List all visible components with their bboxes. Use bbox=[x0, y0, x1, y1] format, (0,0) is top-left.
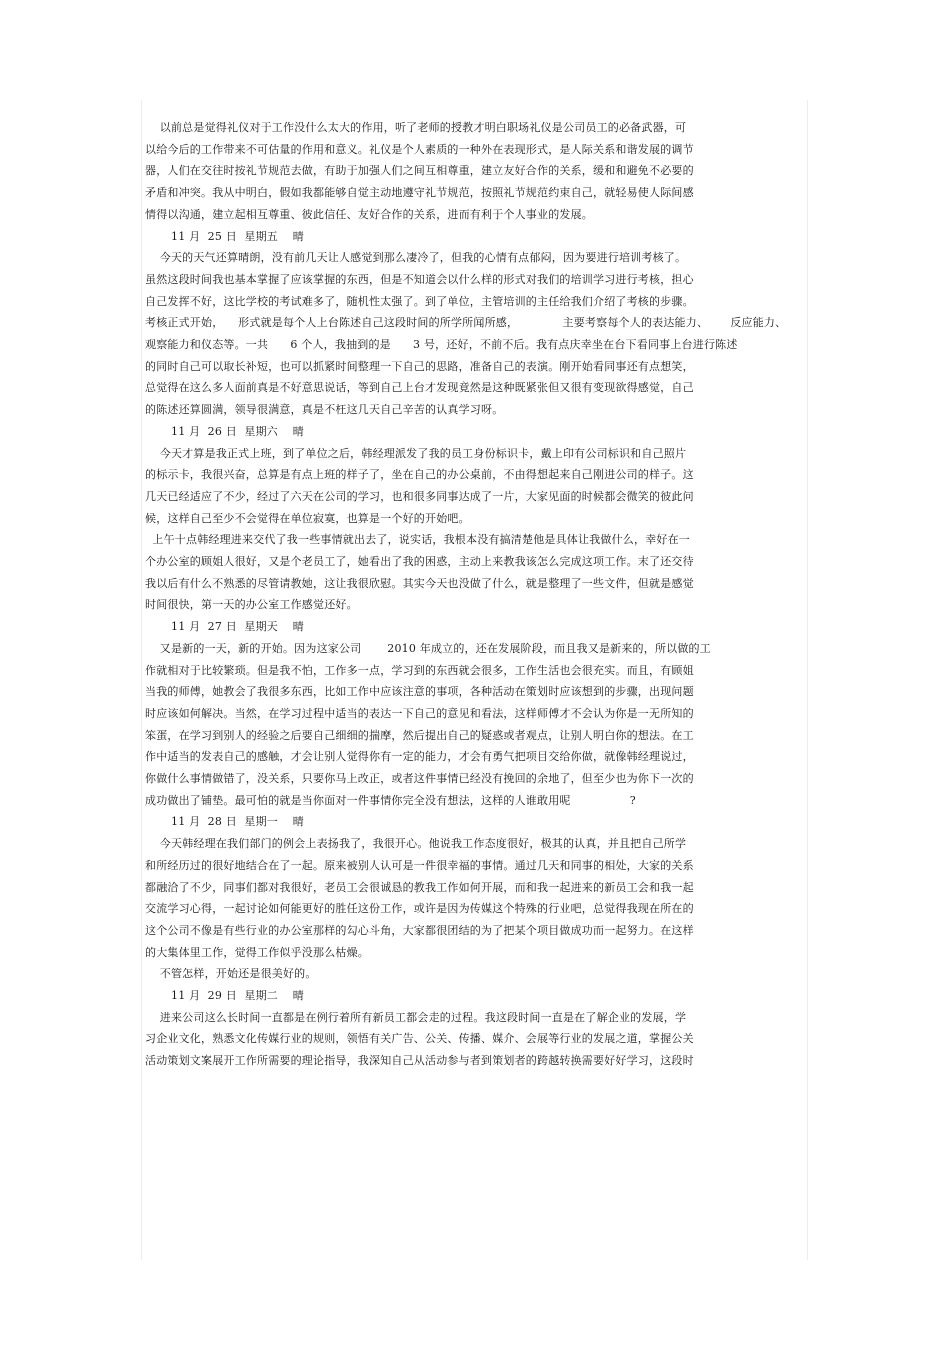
paragraph-line: 总觉得在这么多人面前真是不好意思说话，等到自己上台才发现竟然是这种既紧张但又很有变现欲得感觉，自己 bbox=[145, 381, 694, 395]
paragraph-line: 又是新的一天，新的开始。因为这家公司 2010 年成立的，还在发展阶段，而且我又是新来的，所以做的工 bbox=[145, 641, 711, 655]
paragraph-line: 和所经历过的很好地结合在了一起。原来被别人认可是一件很幸福的事情。通过几天和同事的相处，大家的关系 bbox=[145, 858, 694, 872]
paragraph-line: 器，人们在交往时按礼节规范去做，有助于加强人们之间互相尊重，建立友好合作的关系，缓和和避免不必要的 bbox=[145, 164, 694, 178]
paragraph-line: 以前总是觉得礼仪对于工作没什么太大的作用，听了老师的授教才明白职场礼仪是公司员工的必备武器，可 bbox=[145, 121, 687, 134]
paragraph-line: 交流学习心得，一起讨论如何能更好的胜任这份工作，或许是因为传媒这个特殊的行业吧，总觉得我现在所在的 bbox=[145, 902, 694, 916]
diary-date-heading: 11 月 29 日 星期二 晴 bbox=[171, 989, 304, 1002]
paragraph-line: 进来公司这么长时间一直都是在例行着所有新员工都会走的过程。我这段时间一直是在了解企业的发展，学 bbox=[145, 1010, 687, 1024]
paragraph-line: 今天韩经理在我们部门的例会上表扬我了，我很开心。他说我工作态度很好，极其的认真，并且把自己所学 bbox=[145, 837, 687, 851]
diary-date-heading: 11 月 28 日 星期一 晴 bbox=[171, 815, 304, 829]
paragraph-line: 你做什么事情做错了，没关系，只要你马上改正，或者这件事情已经没有挽回的余地了，但至少也为你下一次的 bbox=[145, 772, 694, 785]
paragraph-line: 虽然这段时间我也基本掌握了应该掌握的东西，但是不知道会以什么样的形式对我们的培训学习进行考核，担心 bbox=[145, 272, 694, 286]
paragraph-line: 我以后有什么不熟悉的尽管请教她，这让我很欣慰。其实今天也没做了什么，就是整理了一些文件，但就是感觉 bbox=[145, 576, 694, 590]
paragraph-line: 今天才算是我正式上班，到了单位之后，韩经理派发了我的员工身份标识卡，戴上印有公司标识和自己照片 bbox=[145, 446, 687, 460]
paragraph-line: 几天已经适应了不少，经过了六天在公司的学习，也和很多同事达成了一片，大家见面的时候都会微笑的彼此问 bbox=[145, 489, 694, 503]
paragraph-line: 的同时自己可以取长补短，也可以抓紧时间整理一下自己的思路，准备自己的表演。刚开始看同事还有点想笑， bbox=[145, 359, 694, 373]
paragraph-line: 候，这样自己至少不会觉得在单位寂寞，也算是一个好的开始吧。 bbox=[145, 511, 470, 525]
paragraph-line: 个办公室的顾姐人很好，又是个老员工了，她看出了我的困惑，主动上来教我该怎么完成这项工作。末了还交待 bbox=[145, 555, 694, 568]
paragraph-line: 的陈述还算圆满，领导很满意，真是不枉这几天自己辛苦的认真学习呀。 bbox=[145, 403, 504, 417]
paragraph-line: 不管怎样，开始还是很美好的。 bbox=[145, 967, 317, 981]
diary-date-heading: 11 月 25 日 星期五 晴 bbox=[171, 229, 304, 243]
paragraph-line: 矛盾和冲突。我从中明白，假如我都能够自觉主动地遵守礼节规范，按照礼节规范约束自己，就轻易使人际间感 bbox=[145, 186, 694, 200]
paragraph-line: 情得以沟通，建立起相互尊重、彼此信任、友好合作的关系，进而有利于个人事业的发展。 bbox=[145, 207, 593, 221]
paragraph-line: 笨蛋，在学习到别人的经验之后要自己细细的揣摩，然后提出自己的疑惑或者观点，让别人明白你的想法。在工 bbox=[145, 728, 694, 742]
paragraph-line: 考核正式开始， 形式就是每个人上台陈述自己这段时间的所学所闻所感， 主要考察每个人的表达能力、 反应能力、 bbox=[145, 316, 787, 330]
paragraph-line: 的标示卡，我很兴奋，总算是有点上班的样子了，坐在自己的办公桌前，不由得想起来自己刚进公司的样子。这 bbox=[145, 468, 694, 482]
paragraph-line: 的大集体里工作，觉得工作似乎没那么枯燥。 bbox=[145, 945, 369, 959]
paragraph-line: 时应该如何解决。当然，在学习过程中适当的表达一下自己的意见和看法，这样师傅才不会认为你是一无所知的 bbox=[145, 706, 694, 720]
paragraph-line: 活动策划文案展开工作所需要的理论指导，我深知自己从活动参与者到策划者的跨越转换需要好好学习，这段时 bbox=[145, 1054, 694, 1068]
paragraph-line: 这个公司不像是有些行业的办公室那样的勾心斗角，大家都很团结的为了把某个项目做成功而一起努力。在这样 bbox=[145, 923, 694, 937]
paragraph-line: 上午十点韩经理进来交代了我一些事情就出去了，说实话，我根本没有搞清楚他是具体让我做什么，幸好在一 bbox=[145, 533, 690, 547]
paragraph-line: 作中适当的发表自己的感触，才会让别人觉得你有一定的能力，才会有勇气把项目交给你做，就像韩经理说过， bbox=[145, 750, 694, 764]
paragraph-line: 自己发挥不好，这比学校的考试难多了，随机性太强了。到了单位，主管培训的主任给我们介绍了考核的步骤。 bbox=[145, 294, 694, 308]
paragraph-line: 时间很快，第一天的办公室工作感觉还好。 bbox=[145, 598, 358, 612]
paragraph-line: 今天的天气还算晴朗，没有前几天让人感觉到那么凄冷了，但我的心情有点郁闷，因为要进行培训考核了。 bbox=[145, 251, 687, 265]
paragraph-line: 习企业文化，熟悉文化传媒行业的规则，领悟有关广告、公关、传播、媒介、会展等行业的发展之道，掌握公关 bbox=[145, 1032, 694, 1046]
paragraph-line: 成功做出了铺垫。最可怕的就是当你面对一件事情你完全没有想法，这样的人谁敢用呢 ? bbox=[145, 793, 636, 807]
diary-date-heading: 11 月 27 日 星期天 晴 bbox=[171, 620, 304, 634]
paragraph-line: 以给今后的工作带来不可估量的作用和意义。礼仪是个人素质的一种外在表现形式，是人际关系和谐发展的调节 bbox=[145, 142, 694, 156]
diary-date-heading: 11 月 26 日 星期六 晴 bbox=[171, 424, 304, 438]
paragraph-line: 观察能力和仪态等。一共 6 个人，我抽到的是 3 号，还好，不前不后。我有点庆幸坐在台下看同事上台进行陈述 bbox=[145, 338, 738, 351]
paragraph-line: 都融洽了不少，同事们都对我很好，老员工会很诚恳的教我工作如何开展，而和我一起进来的新员工会和我一起 bbox=[145, 880, 694, 894]
paragraph-line: 当我的师傅，她教会了我很多东西，比如工作中应该注意的事项，各种活动在策划时应该想到的步骤，出现问题 bbox=[145, 685, 694, 699]
paragraph-line: 作就相对于比较繁琐。但是我不怕，工作多一点，学习到的东西就会很多，工作生活也会很充实。而且，有顾姐 bbox=[145, 663, 694, 677]
